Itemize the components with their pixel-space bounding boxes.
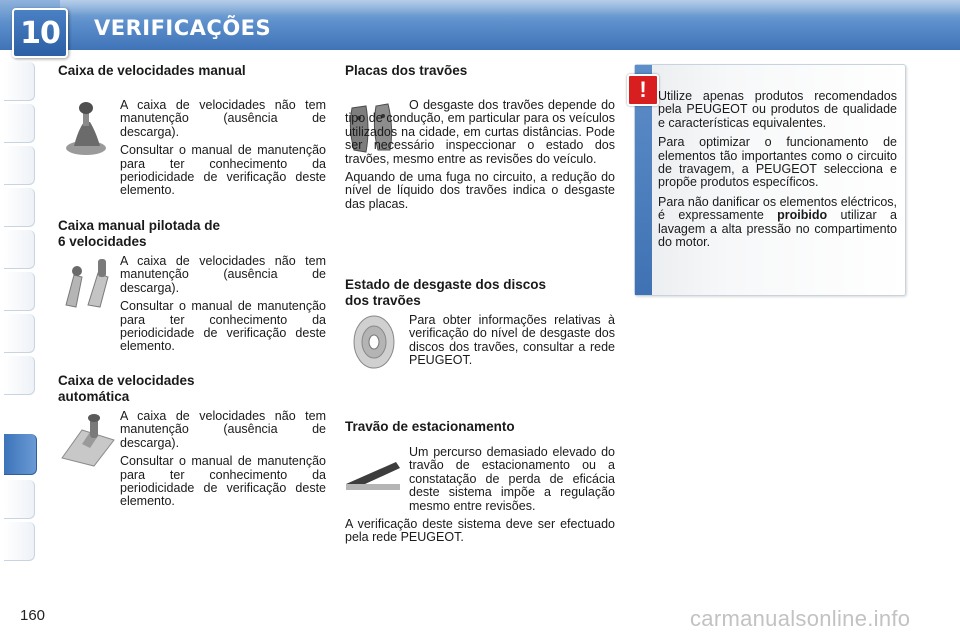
chapter-title: VERIFICAÇÕES: [94, 16, 272, 40]
warning-p3-bold: proibido: [777, 208, 828, 223]
side-tab[interactable]: [4, 272, 35, 311]
piloted-gearbox-text: [120, 255, 326, 359]
piloted-gearbox-title: [58, 218, 220, 250]
side-tab[interactable]: [4, 230, 35, 269]
parking-brake-p2: A verificação deste sistema deve ser efectuado pela rede PEUGEOT.: [345, 517, 615, 545]
manual-gearbox-title: Caixa de velocidades manual: [58, 63, 246, 78]
side-tab[interactable]: [4, 146, 35, 185]
automatic-gearbox-p1: A caixa de velocidades não tem manutenção (ausência de descarga).: [120, 409, 326, 450]
chapter-number-badge: 10: [12, 8, 68, 58]
piloted-gearbox-title-line2: 6 velocidades: [58, 234, 147, 249]
manual-gearbox-p1: A caixa de velocidades não tem manutenção (ausência de descarga).: [120, 98, 326, 139]
warning-exclamation-icon: !: [627, 74, 659, 106]
side-tab[interactable]: [4, 104, 35, 143]
brake-discs-p1: Para obter informações relativas à verificação do nível de desgaste dos discos dos travões, consultar a rede PEUGEOT.: [409, 313, 615, 368]
chapter-side-tabs: [0, 62, 36, 582]
side-tab[interactable]: [4, 188, 35, 227]
parking-brake-text: [345, 446, 615, 550]
warning-p3-a: Para não danificar os elementos eléctricos, é expressamente: [658, 194, 898, 223]
side-tab[interactable]: [4, 522, 35, 561]
automatic-gearbox-p2: Consultar o manual de manutenção para ter conhecimento da periodicidade de verificação deste elemento.: [120, 454, 326, 509]
side-tab[interactable]: [4, 62, 35, 101]
brake-discs-text: [409, 314, 615, 373]
manual-gear-lever-icon: [64, 100, 112, 156]
manual-gearbox-text: [120, 99, 326, 203]
brake-disc-icon: [350, 314, 398, 370]
brake-pads-text: [345, 99, 615, 216]
warning-p3-b: utilizar a lavagem a alta pressão no compartimento do motor.: [658, 208, 897, 250]
side-tab[interactable]: [4, 480, 35, 519]
warning-p3: [658, 196, 897, 250]
manual-gearbox-p2: Consultar o manual de manutenção para ter conhecimento da periodicidade de verificação deste elemento.: [120, 143, 326, 198]
brake-discs-title-line1: Estado de desgaste dos discos: [345, 277, 547, 292]
automatic-gearbox-title: [58, 373, 195, 405]
automatic-gearbox-text: [120, 410, 326, 514]
side-tab[interactable]: [4, 314, 35, 353]
piloted-gearbox-p2: Consultar o manual de manutenção para ter conhecimento da periodicidade de verificação deste elemento.: [120, 299, 326, 354]
brake-pads-title: Placas dos travões: [345, 63, 468, 78]
side-tab[interactable]: [4, 356, 35, 395]
automatic-gear-selector-icon: [60, 414, 116, 468]
warning-p1: Utilize apenas produtos recomendados pela PEUGEOT ou produtos de qualidade e características equivalentes.: [658, 89, 897, 130]
side-tab-active[interactable]: [4, 434, 37, 475]
automatic-gearbox-title-line1: Caixa de velocidades: [58, 373, 195, 388]
brake-pads-p1: O desgaste dos travões depende do tipo de condução, em particular para os veículos utilizados na cidade, em curtas distâncias. Pode ser necessário inspeccionar o estado dos travões, mesmo entre as revisões do veículo.: [345, 98, 615, 166]
header-shine: [60, 0, 960, 16]
brake-pads-p2: Aquando de uma fuga no circuito, a redução do nível de líquido dos travões indica o desgaste das placas.: [345, 170, 615, 211]
piloted-gearbox-title-line1: Caixa manual pilotada de: [58, 218, 221, 233]
piloted-gearbox-p1: A caixa de velocidades não tem manutenção (ausência de descarga).: [120, 254, 326, 295]
page-number: 160: [20, 607, 46, 624]
watermark: carmanualsonline.info: [690, 606, 911, 631]
brake-discs-title: [345, 277, 546, 309]
piloted-gear-selector-icon: [62, 255, 114, 311]
warning-text: [658, 90, 897, 255]
parking-brake-title: Travão de estacionamento: [345, 419, 515, 434]
brake-discs-title-line2: dos travões: [345, 293, 421, 308]
warning-p2: Para optimizar o funcionamento de elementos tão importantes como o circuito de travagem, a PEUGEOT selecciona e propõe produtos específicos.: [658, 135, 897, 190]
parking-brake-p1: Um percurso demasiado elevado do travão de estacionamento ou a constatação de perda de eficácia deste sistema impõe a regulação mesmo entre revisões.: [409, 445, 615, 513]
automatic-gearbox-title-line2: automática: [58, 389, 130, 404]
